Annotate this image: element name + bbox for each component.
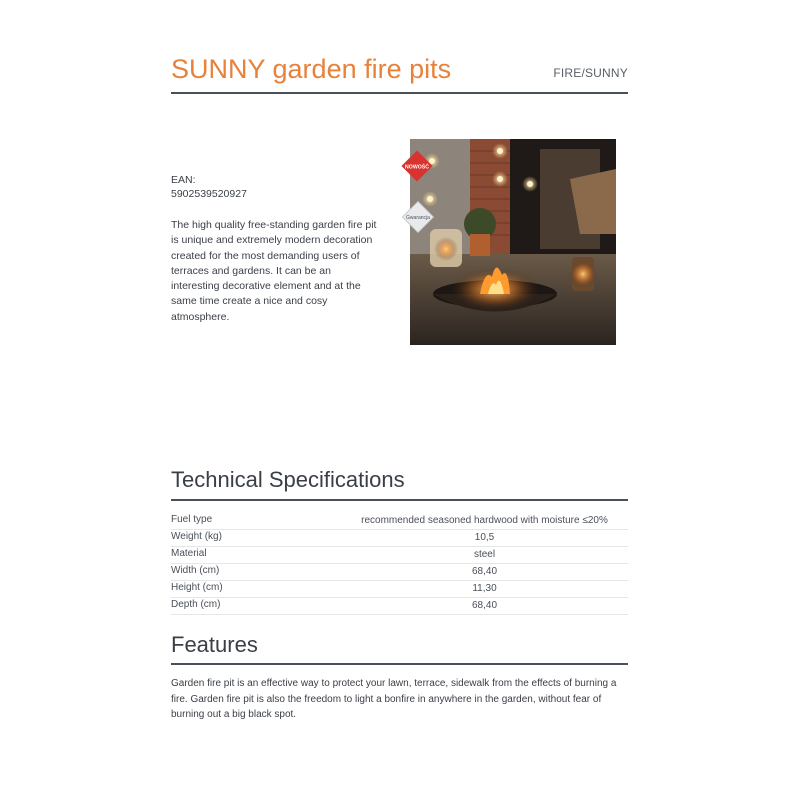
spec-key: Height (cm): [171, 582, 223, 593]
ean-label: EAN:: [171, 174, 196, 186]
new-badge: [399, 148, 435, 184]
spec-value: 11,30: [472, 583, 497, 594]
spec-value: 68,40: [471, 600, 498, 611]
features-text: Garden fire pit is an effective way to protect your lawn, terrace, sidewalk from the effects of burning a fire. Garden fire pit is also the freedom to light a bonfire in anywhere in the garden, without fear of burning out a big black spot.: [171, 678, 617, 720]
ean-value: 5902539520927: [171, 188, 247, 200]
new-badge-label: NOWOŚĆ: [405, 164, 429, 171]
product-sheet: [171, 0, 628, 800]
table-row: [171, 530, 628, 547]
spec-value: recommended seasoned hardwood with moisture ≤20%: [361, 515, 608, 526]
table-row: [171, 581, 628, 598]
product-photo: [410, 139, 616, 345]
table-row: [171, 598, 628, 615]
header: [171, 50, 628, 94]
table-row: [171, 564, 628, 581]
page-title: SUNNY garden fire pits: [171, 54, 452, 84]
spec-key: Material: [171, 548, 207, 559]
fire-pit-photo-illustration: [410, 139, 616, 345]
spec-key: Width (cm): [171, 565, 220, 576]
warranty-badge-label: Gwarancja: [406, 215, 430, 221]
product-description: The high quality free-standing garden fire pit is unique and extremely modern decoration created for the most demanding users of terraces and gardens. It can be an interesting decorative element and at the same time create a nice and cosy atmosphere.: [171, 219, 377, 323]
spec-value: 10,5: [474, 532, 495, 543]
spec-key: Fuel type: [171, 514, 213, 525]
table-row: [171, 513, 628, 530]
spec-value: 68,40: [471, 566, 498, 577]
features-title: Features: [171, 632, 258, 657]
specs-heading: [171, 467, 628, 501]
spec-value: steel: [473, 549, 496, 560]
warranty-badge: [399, 198, 437, 236]
specs-title: Technical Specifications: [171, 467, 405, 492]
features-heading: [171, 632, 628, 665]
product-code: FIRE/SUNNY: [553, 66, 628, 80]
specs-table: [171, 513, 628, 615]
table-row: [171, 547, 628, 564]
spec-key: Depth (cm): [171, 599, 221, 610]
spec-key: Weight (kg): [171, 531, 222, 542]
